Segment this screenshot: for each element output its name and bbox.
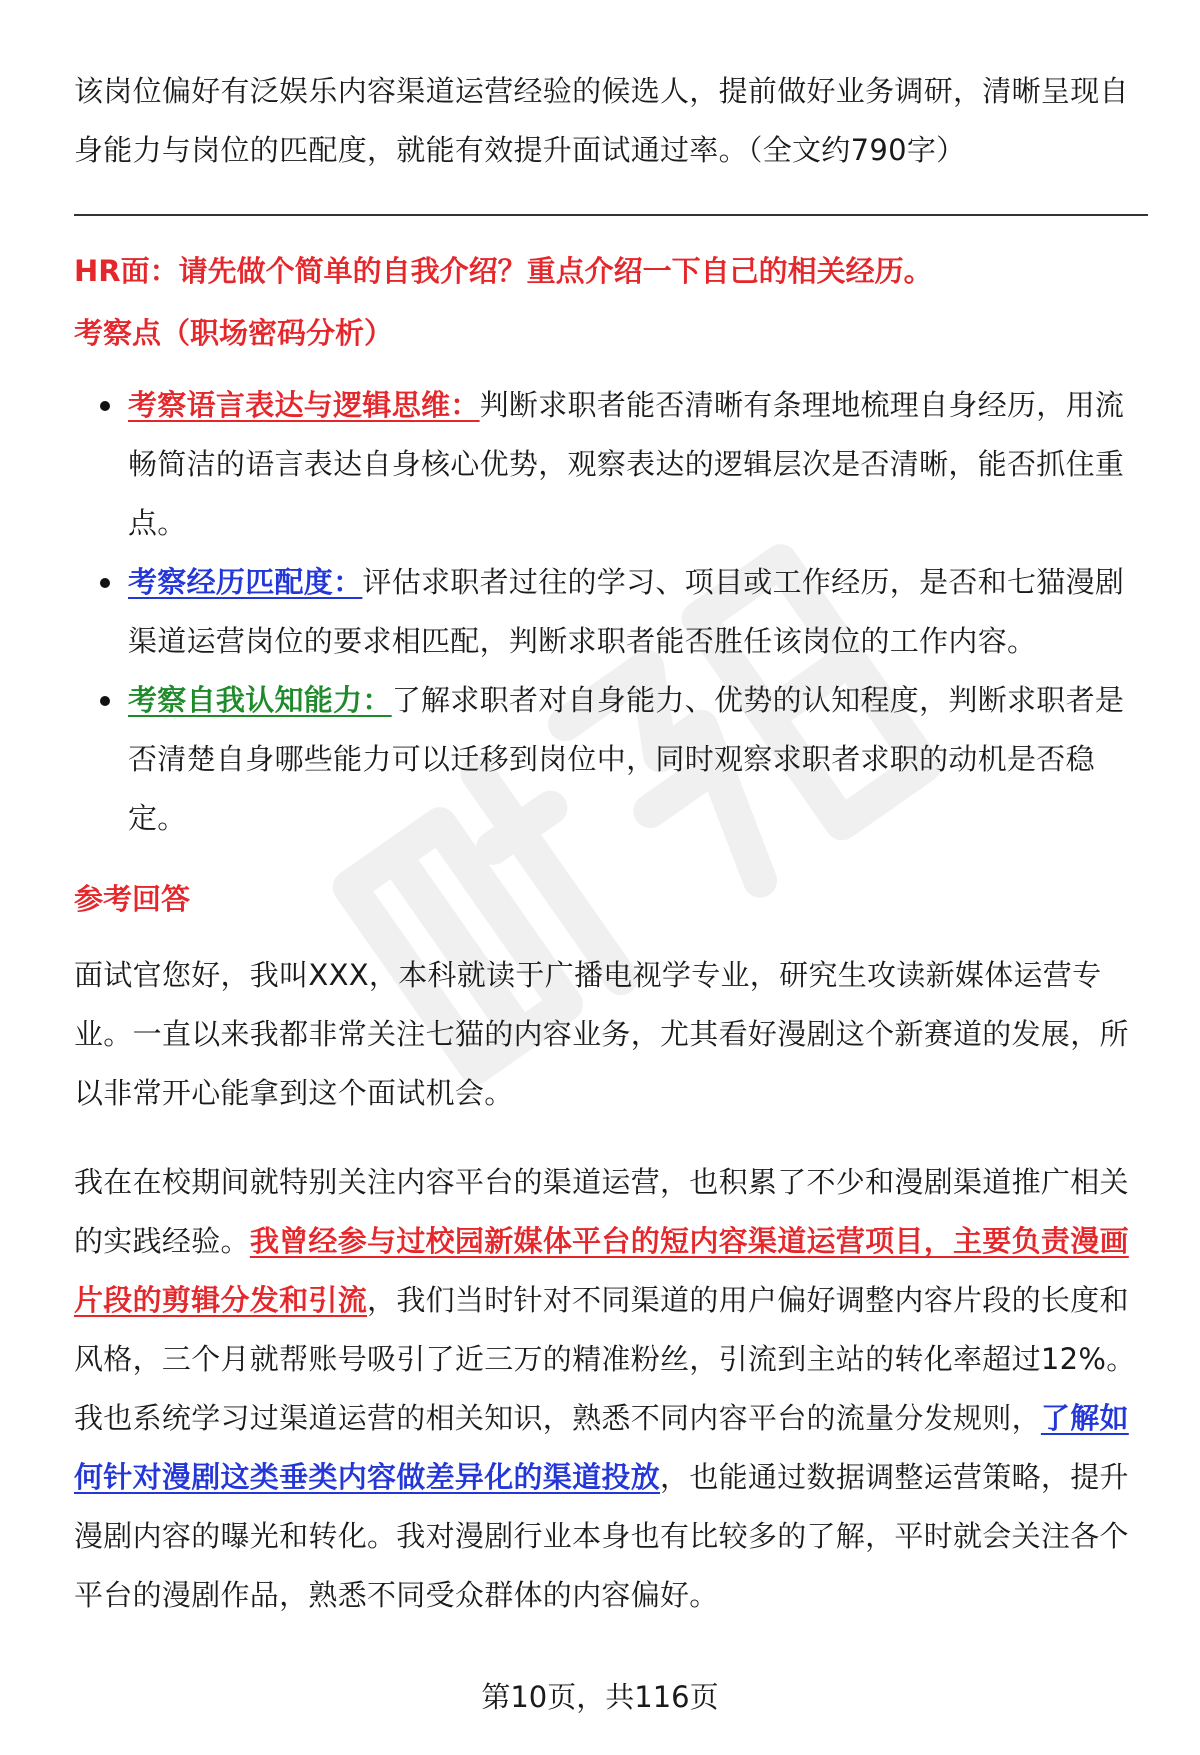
question-heading: HR面：请先做个简单的自我介绍？重点介绍一下自己的相关经历。 bbox=[74, 254, 933, 288]
assessment-item-self-awareness bbox=[128, 671, 1148, 848]
intro-paragraph: 该岗位偏好有泛娱乐内容渠道运营经验的候选人，提前做好业务调研，清晰呈现自身能力与岗位的匹配度，就能有效提升面试通过率。（全文约790字） bbox=[74, 74, 1129, 167]
answer-text: ，也能通过数据调整运营策略，提升漫剧内容的曝光和转化。我对漫剧行业本身也有比较多的了解，平时就会关注各个平台的漫剧作品，熟悉不同受众群体的内容偏好。 bbox=[74, 1460, 1129, 1612]
assessment-keyword: 考察自我认知能力： bbox=[128, 683, 392, 717]
assessment-item-language bbox=[128, 376, 1148, 553]
answer-highlight-red: 我曾经参与过校园新媒体平台的短内容渠道运营项目，主要负责漫画片段的剪辑分发和引流 bbox=[74, 1224, 1129, 1317]
bullet-icon bbox=[100, 578, 110, 588]
assessment-keyword: 考察经历匹配度： bbox=[128, 565, 363, 599]
answer-paragraph-2 bbox=[74, 1153, 1148, 1625]
main-content bbox=[74, 62, 1148, 1625]
assessment-heading: 考察点（职场密码分析） bbox=[74, 316, 394, 350]
answer-highlight-blue: 了解如何针对漫剧这类垂类内容做差异化的渠道投放 bbox=[74, 1401, 1129, 1494]
assessment-list bbox=[74, 376, 1148, 848]
section-divider bbox=[74, 214, 1148, 216]
answer-heading: 参考回答 bbox=[74, 882, 191, 916]
assessment-text: 评估求职者过往的学习、项目或工作经历，是否和七猫漫剧渠道运营岗位的要求相匹配，判断求职者能否胜任该岗位的工作内容。 bbox=[128, 565, 1125, 658]
answer-paragraph-1: 面试官您好，我叫XXX，本科就读于广播电视学专业，研究生攻读新媒体运营专业。一直以来我都非常关注七猫的内容业务，尤其看好漫剧这个新赛道的发展，所以非常开心能拿到这个面试机会。 bbox=[74, 958, 1129, 1110]
page-number: 第10页，共116页 bbox=[481, 1680, 719, 1714]
bullet-icon bbox=[100, 401, 110, 411]
assessment-item-experience bbox=[128, 553, 1148, 671]
assessment-text: 判断求职者能否清晰有条理地梳理自身经历，用流畅简洁的语言表达自身核心优势，观察表达的逻辑层次是否清晰，能否抓住重点。 bbox=[128, 388, 1125, 540]
answer-text: ，我们当时针对不同渠道的用户偏好调整内容片段的长度和风格，三个月就帮账号吸引了近三万的精准粉丝，引流到主站的转化率超过12%。我也系统学习过渠道运营的相关知识，熟悉不同内容平台的流量分发规则， bbox=[74, 1283, 1136, 1435]
bullet-icon bbox=[100, 696, 110, 706]
answer-text: 我在在校期间就特别关注内容平台的渠道运营，也积累了不少和漫剧渠道推广相关的实践经验。 bbox=[74, 1165, 1129, 1258]
assessment-keyword: 考察语言表达与逻辑思维： bbox=[128, 388, 480, 422]
assessment-text: 了解求职者对自身能力、优势的认知程度，判断求职者是否清楚自身哪些能力可以迁移到岗位中，同时观察求职者求职的动机是否稳定。 bbox=[128, 683, 1125, 835]
